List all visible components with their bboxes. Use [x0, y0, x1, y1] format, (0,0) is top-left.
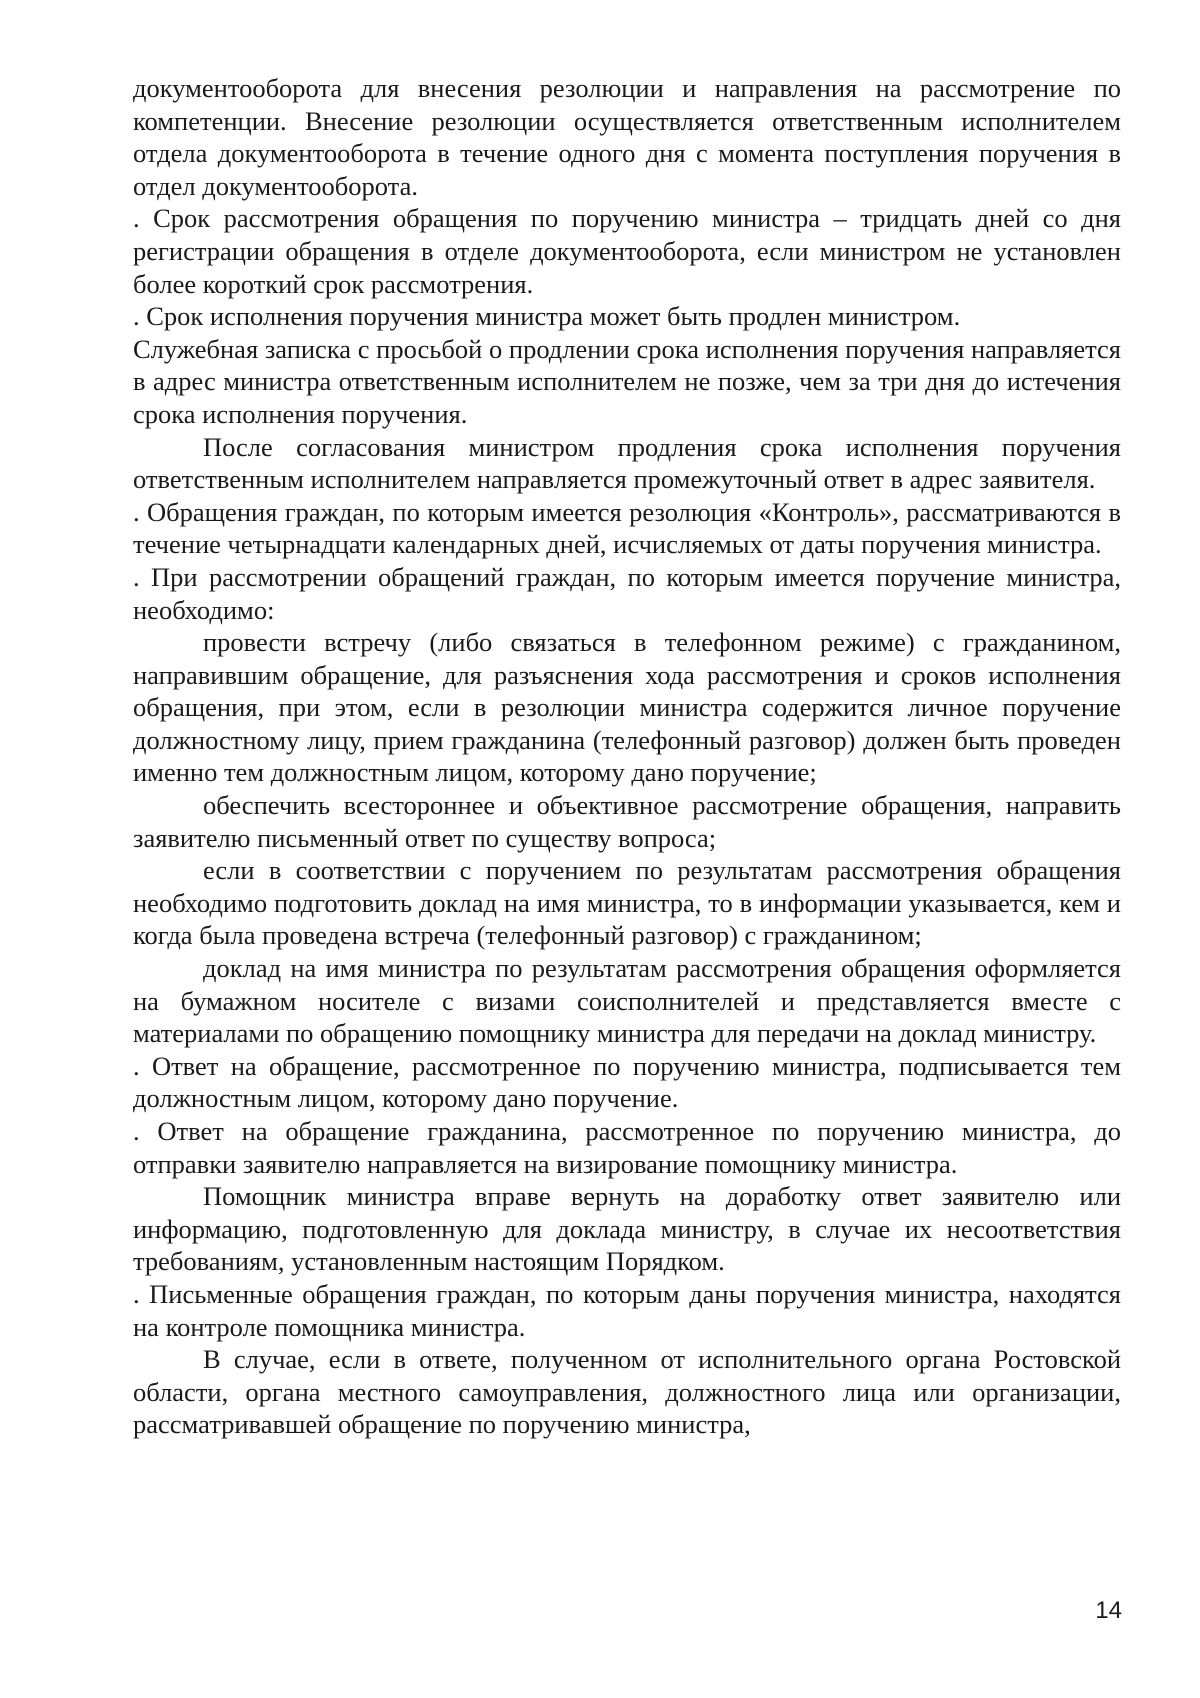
paragraph-continuation: документооборота для внесения резолюции и направления на рассмотрение по компетенции. Внесение резолюции осуществляется ответственным исполнителем отдела документооборота в течение одного дня с момента поступления поручения в отдел документооборота.	[133, 73, 1121, 201]
list-item-report: если в соответствии с поручением по результатам рассмотрения обращения необходимо подготовить доклад на имя министра, то в информации указывается, кем и когда была проведена встреча (телефонный разговор) с гражданином;	[133, 855, 1121, 951]
paragraph-review-deadline: . Срок рассмотрения обращения по поручению министра – тридцать дней со дня регистрации обращения в отделе документооборота, если министром не установлен более короткий срок рассмотрения.	[133, 203, 1121, 299]
list-item-report-format: доклад на имя министра по результатам рассмотрения обращения оформляется на бумажном носителе с визами соисполнителей и представляется вместе с материалами по обращению помощнику министра для передачи на доклад министру.	[133, 953, 1121, 1049]
list-item-meeting: провести встречу (либо связаться в телефонном режиме) с гражданином, направившим обращение, для разъяснения хода рассмотрения и сроков исполнения обращения, при этом, если в резолюции министра содержится личное поручение должностному лицу, прием гражданина (телефонный разговор) должен быть проведен именно тем должностным лицом, которому дано поручение;	[133, 627, 1121, 788]
paragraph-requirements: . При рассмотрении обращений граждан, по которым имеется поручение министра, необходимо:	[133, 561, 1121, 625]
paragraph-approval: . Ответ на обращение гражданина, рассмотренное по поручению министра, до отправки заявителю направляется на визирование помощнику министра.	[133, 1116, 1121, 1179]
paragraph-extension: . Срок исполнения поручения министра может быть продлен министром.	[133, 301, 961, 332]
paragraph-return: Помощник министра вправе вернуть на доработку ответ заявителю или информацию, подготовленную для доклада министру, в случае их несоответствия требованиям, установленным настоящим Порядком.	[133, 1181, 1121, 1277]
paragraph-monitoring: . Письменные обращения граждан, по которым даны поручения министра, находятся на контроле помощника министра.	[133, 1278, 1121, 1342]
paragraph-case: В случае, если в ответе, полученном от исполнительного органа Ростовской области, органа местного самоуправления, должностного лица или организации, рассматривавшей обращение по поручению министра,	[133, 1344, 1121, 1440]
page-number: 14	[1095, 1597, 1122, 1624]
paragraph-interim-response: После согласования министром продления срока исполнения поручения ответственным исполнителем направляется промежуточный ответ в адрес заявителя.	[133, 431, 1121, 495]
list-item-review: обеспечить всестороннее и объективное рассмотрение обращения, направить заявителю письменный ответ по существу вопроса;	[133, 790, 1121, 853]
paragraph-memo: Служебная записка с просьбой о продлении срока исполнения поручения направляется в адрес министра ответственным исполнителем не позже, чем за три дня до истечения срока исполнения поручения.	[133, 333, 1121, 429]
document-body	[133, 72, 1121, 1441]
paragraph-control: . Обращения граждан, по которым имеется резолюция «Контроль», рассматриваются в течение четырнадцати календарных дней, исчисляемых от даты поручения министра.	[133, 496, 1121, 560]
paragraph-signature: . Ответ на обращение, рассмотренное по поручению министра, подписывается тем должностным лицом, которому дано поручение.	[133, 1050, 1121, 1114]
